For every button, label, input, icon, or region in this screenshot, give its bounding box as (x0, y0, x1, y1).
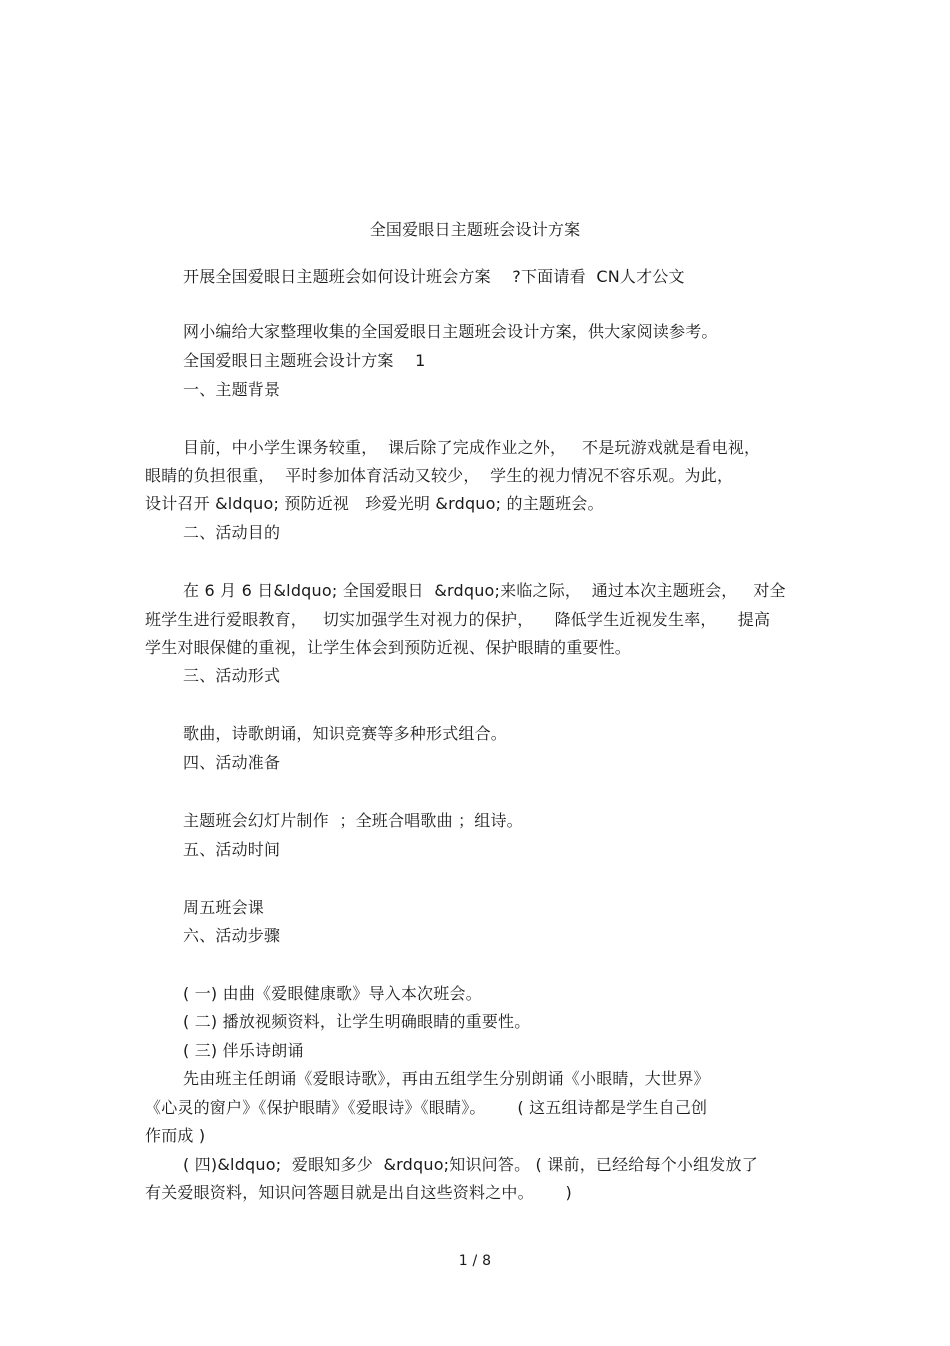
paragraph-line: 周五班会课 (183, 898, 265, 917)
paragraph-line: 先由班主任朗诵《爱眼诗歌》，再由五组学生分别朗诵《小眼睛，大世界》 (183, 1069, 710, 1088)
step-line: ( 四)&ldquo; 爱眼知多少 &rdquo;知识问答。 ( 课前，已经给每个小组发放了 (183, 1155, 758, 1174)
paragraph-line: 有关爱眼资料，知识问答题目就是出自这些资料之中。 ) (145, 1183, 572, 1202)
step-line: ( 三) 伴乐诗朗诵 (183, 1041, 304, 1060)
paragraph-line: 作而成 ) (145, 1126, 206, 1145)
section-heading: 二、活动目的 (183, 523, 281, 542)
section-heading: 三、活动形式 (183, 666, 281, 685)
paragraph-line: 目前，中小学生课务较重， 课后除了完成作业之外， 不是玩游戏就是看电视， (183, 438, 761, 457)
paragraph-line: 在 6 月 6 日&ldquo; 全国爱眼日 &rdquo;来临之际， 通过本次主题班会， 对全 (183, 581, 786, 600)
section-heading: 四、活动准备 (183, 753, 281, 772)
intro-line: 开展全国爱眼日主题班会如何设计班会方案 ?下面请看 CN人才公文 (183, 267, 685, 286)
paragraph-line: 设计召开 &ldquo; 预防近视 珍爱光明 &rdquo; 的主题班会。 (145, 494, 604, 513)
paragraph-line: 班学生进行爱眼教育， 切实加强学生对视力的保护， 降低学生近视发生率， 提高 (145, 610, 771, 629)
section-heading: 一、主题背景 (183, 380, 281, 399)
intro-line: 网小编给大家整理收集的全国爱眼日主题班会设计方案，供大家阅读参考。 (183, 322, 718, 341)
plan-heading: 全国爱眼日主题班会设计方案 1 (183, 351, 426, 370)
paragraph-line: 歌曲，诗歌朗诵，知识竞赛等多种形式组合。 (183, 724, 508, 743)
document-title: 全国爱眼日主题班会设计方案 (369, 220, 581, 239)
step-line: ( 二) 播放视频资料，让学生明确眼睛的重要性。 (183, 1012, 531, 1031)
paragraph-line: 眼睛的负担很重， 平时参加体育活动又较少， 学生的视力情况不容乐观。为此， (145, 466, 734, 485)
page-number: 1 / 8 (458, 1253, 492, 1269)
paragraph-line: 主题班会幻灯片制作 ；全班合唱歌曲 ；组诗。 (183, 811, 523, 830)
section-heading: 五、活动时间 (183, 840, 281, 859)
section-heading: 六、活动步骤 (183, 926, 281, 945)
step-line: ( 一) 由曲《爱眼健康歌》导入本次班会。 (183, 984, 482, 1003)
paragraph-line: 学生对眼保健的重视，让学生体会到预防近视、保护眼睛的重要性。 (145, 638, 632, 657)
paragraph-line: 《心灵的窗户》《保护眼睛》《爱眼诗》《眼睛》。 ( 这五组诗都是学生自己创 (145, 1098, 708, 1117)
